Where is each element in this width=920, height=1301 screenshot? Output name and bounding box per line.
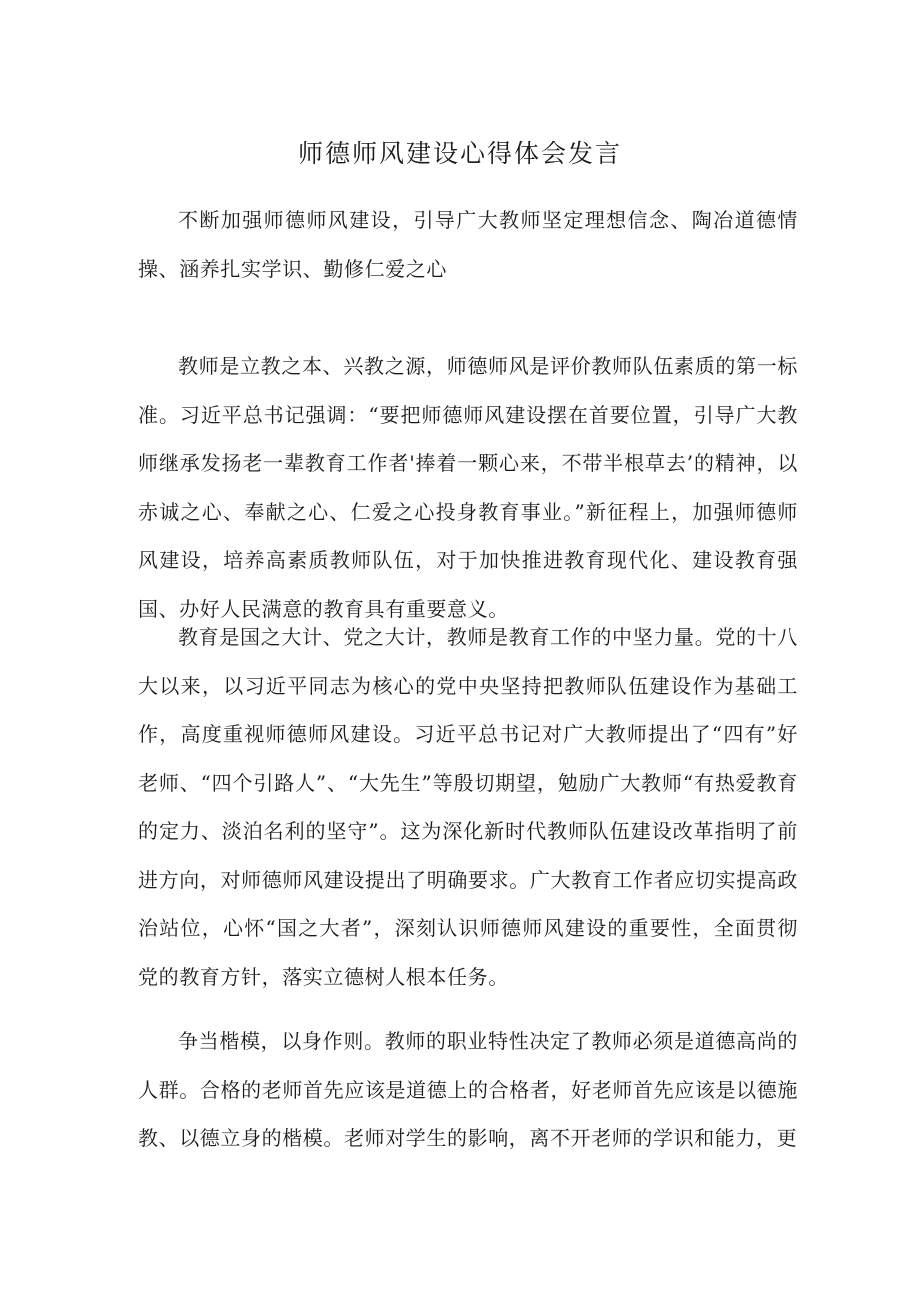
- paragraph-body: 争当楷模，以身作则。教师的职业特性决定了教师必须是道德高尚的人群。合格的老师首先应该是道德上的合格者，好老师首先应该是以德施教、以德立身的楷模。老师对学生的影响，离不开老师的学识和能力，更: [138, 1029, 798, 1150]
- paragraph-body: 教师是立教之本、兴教之源，师德师风是评价教师队伍素质的第一标准。习近平总书记强调：“要把师德师风建设摆在首要位置，引导广大教师继承发扬老一辈教育工作者'捧着一颗心来，不带半根草去’的精神，以赤诚之心、奉献之心、仁爱之心投身教育事业。”新征程上，加强师德师风建设，培养高素质教师队伍，对于加快推进教育现代化、建设教育强国、办好人民满意的教育具有重要意义。: [138, 354, 798, 621]
- document-title: 师德师风建设心得体会发言: [297, 139, 622, 168]
- paragraph-subtitle: 不断加强师德师风建设，引导广大教师坚定理想信念、陶冶道德情操、涵养扎实学识、勤修仁爱之心: [138, 208, 798, 281]
- paragraph-body: 教育是国之大计、党之大计，教师是教育工作的中坚力量。党的十八大以来，以习近平同志为核心的党中央坚持把教师队伍建设作为基础工作，高度重视师德师风建设。习近平总书记对广大教师提出了“四有”好老师、“四个引路人”、“大先生”等殷切期望，勉励广大教师“有热爱教育的定力、淡泊名利的坚守”。这为深化新时代教师队伍建设改革指明了前进方向，对师德师风建设提出了明确要求。广大教育工作者应切实提高政治站位，心怀“国之大者”，深刻认识师德师风建设的重要性，全面贯彻党的教育方针，落实立德树人根本任务。: [138, 625, 798, 989]
